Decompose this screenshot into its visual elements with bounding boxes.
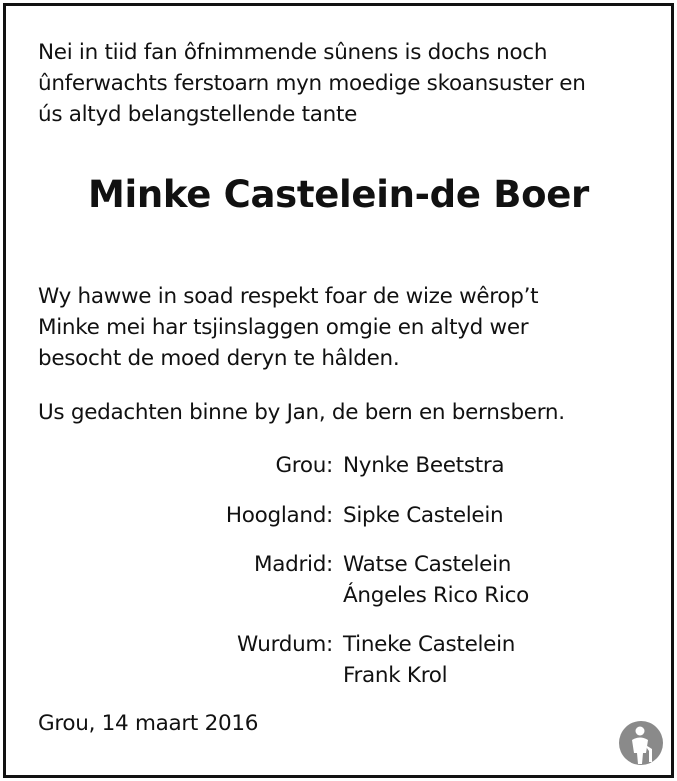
relative-name: Watse Castelein bbox=[343, 552, 512, 577]
relative-names bbox=[343, 450, 504, 481]
relative-name: Sipke Castelein bbox=[343, 503, 504, 528]
relative-names bbox=[343, 629, 515, 691]
relative-name: Frank Krol bbox=[343, 663, 448, 688]
relative-place: Hoogland: bbox=[225, 503, 333, 528]
deceased-name: Minke Castelein-de Boer bbox=[87, 173, 590, 216]
relative-place: Wurdum: bbox=[237, 632, 333, 657]
intro-line: ús altyd belangstellende tante bbox=[38, 102, 358, 127]
tribute-line: besocht de moed deryn te hâlden. bbox=[38, 346, 400, 371]
tribute-line: Wy hawwe in soad respekt foar de wize wêrop’t bbox=[38, 284, 539, 309]
tribute-line: Minke mei har tsjinslaggen omgie en altyd wer bbox=[38, 315, 529, 340]
relative-place: Grou: bbox=[275, 453, 333, 478]
tribute-paragraph bbox=[38, 281, 538, 374]
relative-name: Nynke Beetstra bbox=[343, 453, 505, 478]
relative-names bbox=[343, 500, 503, 531]
relative-names bbox=[343, 549, 529, 611]
intro-paragraph bbox=[38, 37, 586, 130]
thoughts-line: Us gedachten binne by Jan, de bern en bernsbern. bbox=[38, 400, 565, 425]
memorial-figure-icon bbox=[618, 720, 664, 766]
relative-name: Tineke Castelein bbox=[343, 632, 516, 657]
relative-name: Ángeles Rico Rico bbox=[343, 583, 529, 608]
intro-line: Nei in tiid fan ôfnimmende sûnens is dochs noch bbox=[38, 40, 548, 65]
intro-line: ûnferwachts ferstoarn myn moedige skoansuster en bbox=[38, 71, 586, 96]
place-date: Grou, 14 maart 2016 bbox=[38, 711, 259, 736]
relative-place: Madrid: bbox=[254, 552, 333, 577]
